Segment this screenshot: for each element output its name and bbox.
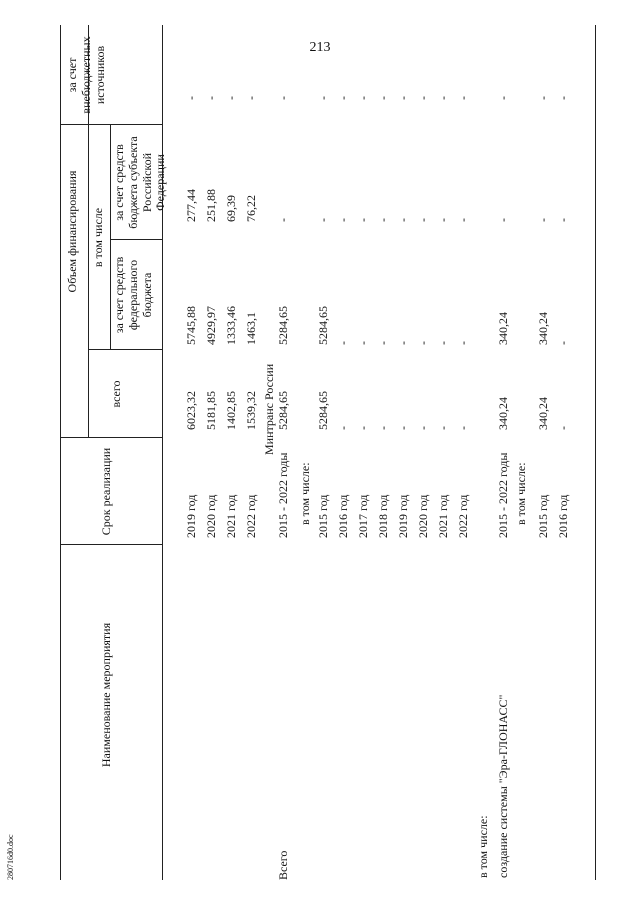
table-border-right <box>595 25 596 880</box>
row-extra: - <box>276 96 290 100</box>
row-extra: - <box>356 96 370 100</box>
row-term: 2017 год <box>356 494 370 538</box>
row-term: 2016 год <box>556 494 570 538</box>
row-term: 2022 год <box>244 494 258 538</box>
row-federal: - <box>396 341 410 345</box>
row-extra: - <box>224 96 238 100</box>
including-underline <box>110 125 111 350</box>
row-federal: 1463,1 <box>244 312 258 345</box>
row-federal: 340,24 <box>496 312 510 345</box>
row-regional: - <box>356 218 370 222</box>
row-term: в том числе: <box>514 462 528 525</box>
row-term: 2018 год <box>376 494 390 538</box>
row-federal: 5284,65 <box>276 306 290 345</box>
row-extra: - <box>496 96 510 100</box>
row-total: - <box>356 426 370 430</box>
row-federal: - <box>416 341 430 345</box>
row-term: 2015 - 2022 годы <box>276 452 290 538</box>
row-total: - <box>416 426 430 430</box>
row-total: 5284,65 <box>276 391 290 430</box>
row-term: 2020 год <box>416 494 430 538</box>
row-extra: - <box>376 96 390 100</box>
row-total: 5284,65 <box>316 391 330 430</box>
row-extra: - <box>396 96 410 100</box>
row-federal: - <box>456 341 470 345</box>
row-total: 1539,32 <box>244 391 258 430</box>
row-regional: 251,88 <box>204 189 218 222</box>
header-term: Срок реализации <box>99 447 113 536</box>
row-extra: - <box>436 96 450 100</box>
row-term: 2015 - 2022 годы <box>496 452 510 538</box>
row-total: - <box>556 426 570 430</box>
row-federal: - <box>436 341 450 345</box>
row-regional: - <box>396 218 410 222</box>
row-name: в том числе: <box>476 815 490 878</box>
document-code: 280716d0.doc <box>6 834 15 880</box>
header-funding-title: Объем финансирования <box>65 170 79 293</box>
row-term: 2019 год <box>184 494 198 538</box>
row-total: - <box>396 426 410 430</box>
row-term: 2015 год <box>316 494 330 538</box>
row-federal: 4929,97 <box>204 306 218 345</box>
row-regional: - <box>496 218 510 222</box>
row-extra: - <box>244 96 258 100</box>
row-term: 2019 год <box>396 494 410 538</box>
row-regional: - <box>276 218 290 222</box>
row-federal: - <box>376 341 390 345</box>
row-term: 2022 год <box>456 494 470 538</box>
row-regional: 69,39 <box>224 195 238 222</box>
row-regional: 277,44 <box>184 189 198 222</box>
row-total: 1402,85 <box>224 391 238 430</box>
header-total: всего <box>109 380 123 408</box>
row-extra: - <box>456 96 470 100</box>
row-extra: - <box>316 96 330 100</box>
row-regional: - <box>376 218 390 222</box>
row-extra: - <box>204 96 218 100</box>
row-term: 2021 год <box>224 494 238 538</box>
row-regional: - <box>436 218 450 222</box>
row-term: 2021 год <box>436 494 450 538</box>
row-term: 2020 год <box>204 494 218 538</box>
row-regional: - <box>536 218 550 222</box>
row-total: - <box>376 426 390 430</box>
row-federal: - <box>556 341 570 345</box>
page-number: 213 <box>309 40 331 55</box>
header-name: Наименование мероприятия <box>99 622 113 768</box>
row-total: - <box>456 426 470 430</box>
row-federal: 340,24 <box>536 312 550 345</box>
row-regional: - <box>416 218 430 222</box>
row-total: 340,24 <box>496 397 510 430</box>
header-federal: за счет средств федерального бюджета <box>112 256 154 334</box>
row-federal: - <box>336 341 350 345</box>
row-term: 2015 год <box>536 494 550 538</box>
row-extra: - <box>556 96 570 100</box>
table-border-left <box>60 25 61 880</box>
row-total: 6023,32 <box>184 391 198 430</box>
row-term: в том числе: <box>298 462 312 525</box>
row-name: создание системы "Эра-ГЛОНАСС" <box>496 694 510 878</box>
header-extra: за счет внебюджетных источников <box>65 36 107 114</box>
header-regional: за счет средств бюджета субъекта Российской Федерации <box>112 136 168 229</box>
row-name: Всего <box>276 850 290 880</box>
header-including: в том числе <box>91 207 105 268</box>
row-regional: - <box>336 218 350 222</box>
row-regional: - <box>556 218 570 222</box>
row-federal: 5745,88 <box>184 306 198 345</box>
row-extra: - <box>184 96 198 100</box>
row-regional: - <box>456 218 470 222</box>
row-total: - <box>336 426 350 430</box>
row-extra: - <box>536 96 550 100</box>
row-total: 5181,85 <box>204 391 218 430</box>
row-regional: - <box>316 218 330 222</box>
row-term: 2016 год <box>336 494 350 538</box>
row-extra: - <box>336 96 350 100</box>
row-regional: 76,22 <box>244 195 258 222</box>
row-term: Минтранс России <box>262 363 276 455</box>
row-federal: 1333,46 <box>224 306 238 345</box>
row-total: - <box>436 426 450 430</box>
row-total: 340,24 <box>536 397 550 430</box>
row-federal: 5284,65 <box>316 306 330 345</box>
row-extra: - <box>416 96 430 100</box>
row-federal: - <box>356 341 370 345</box>
